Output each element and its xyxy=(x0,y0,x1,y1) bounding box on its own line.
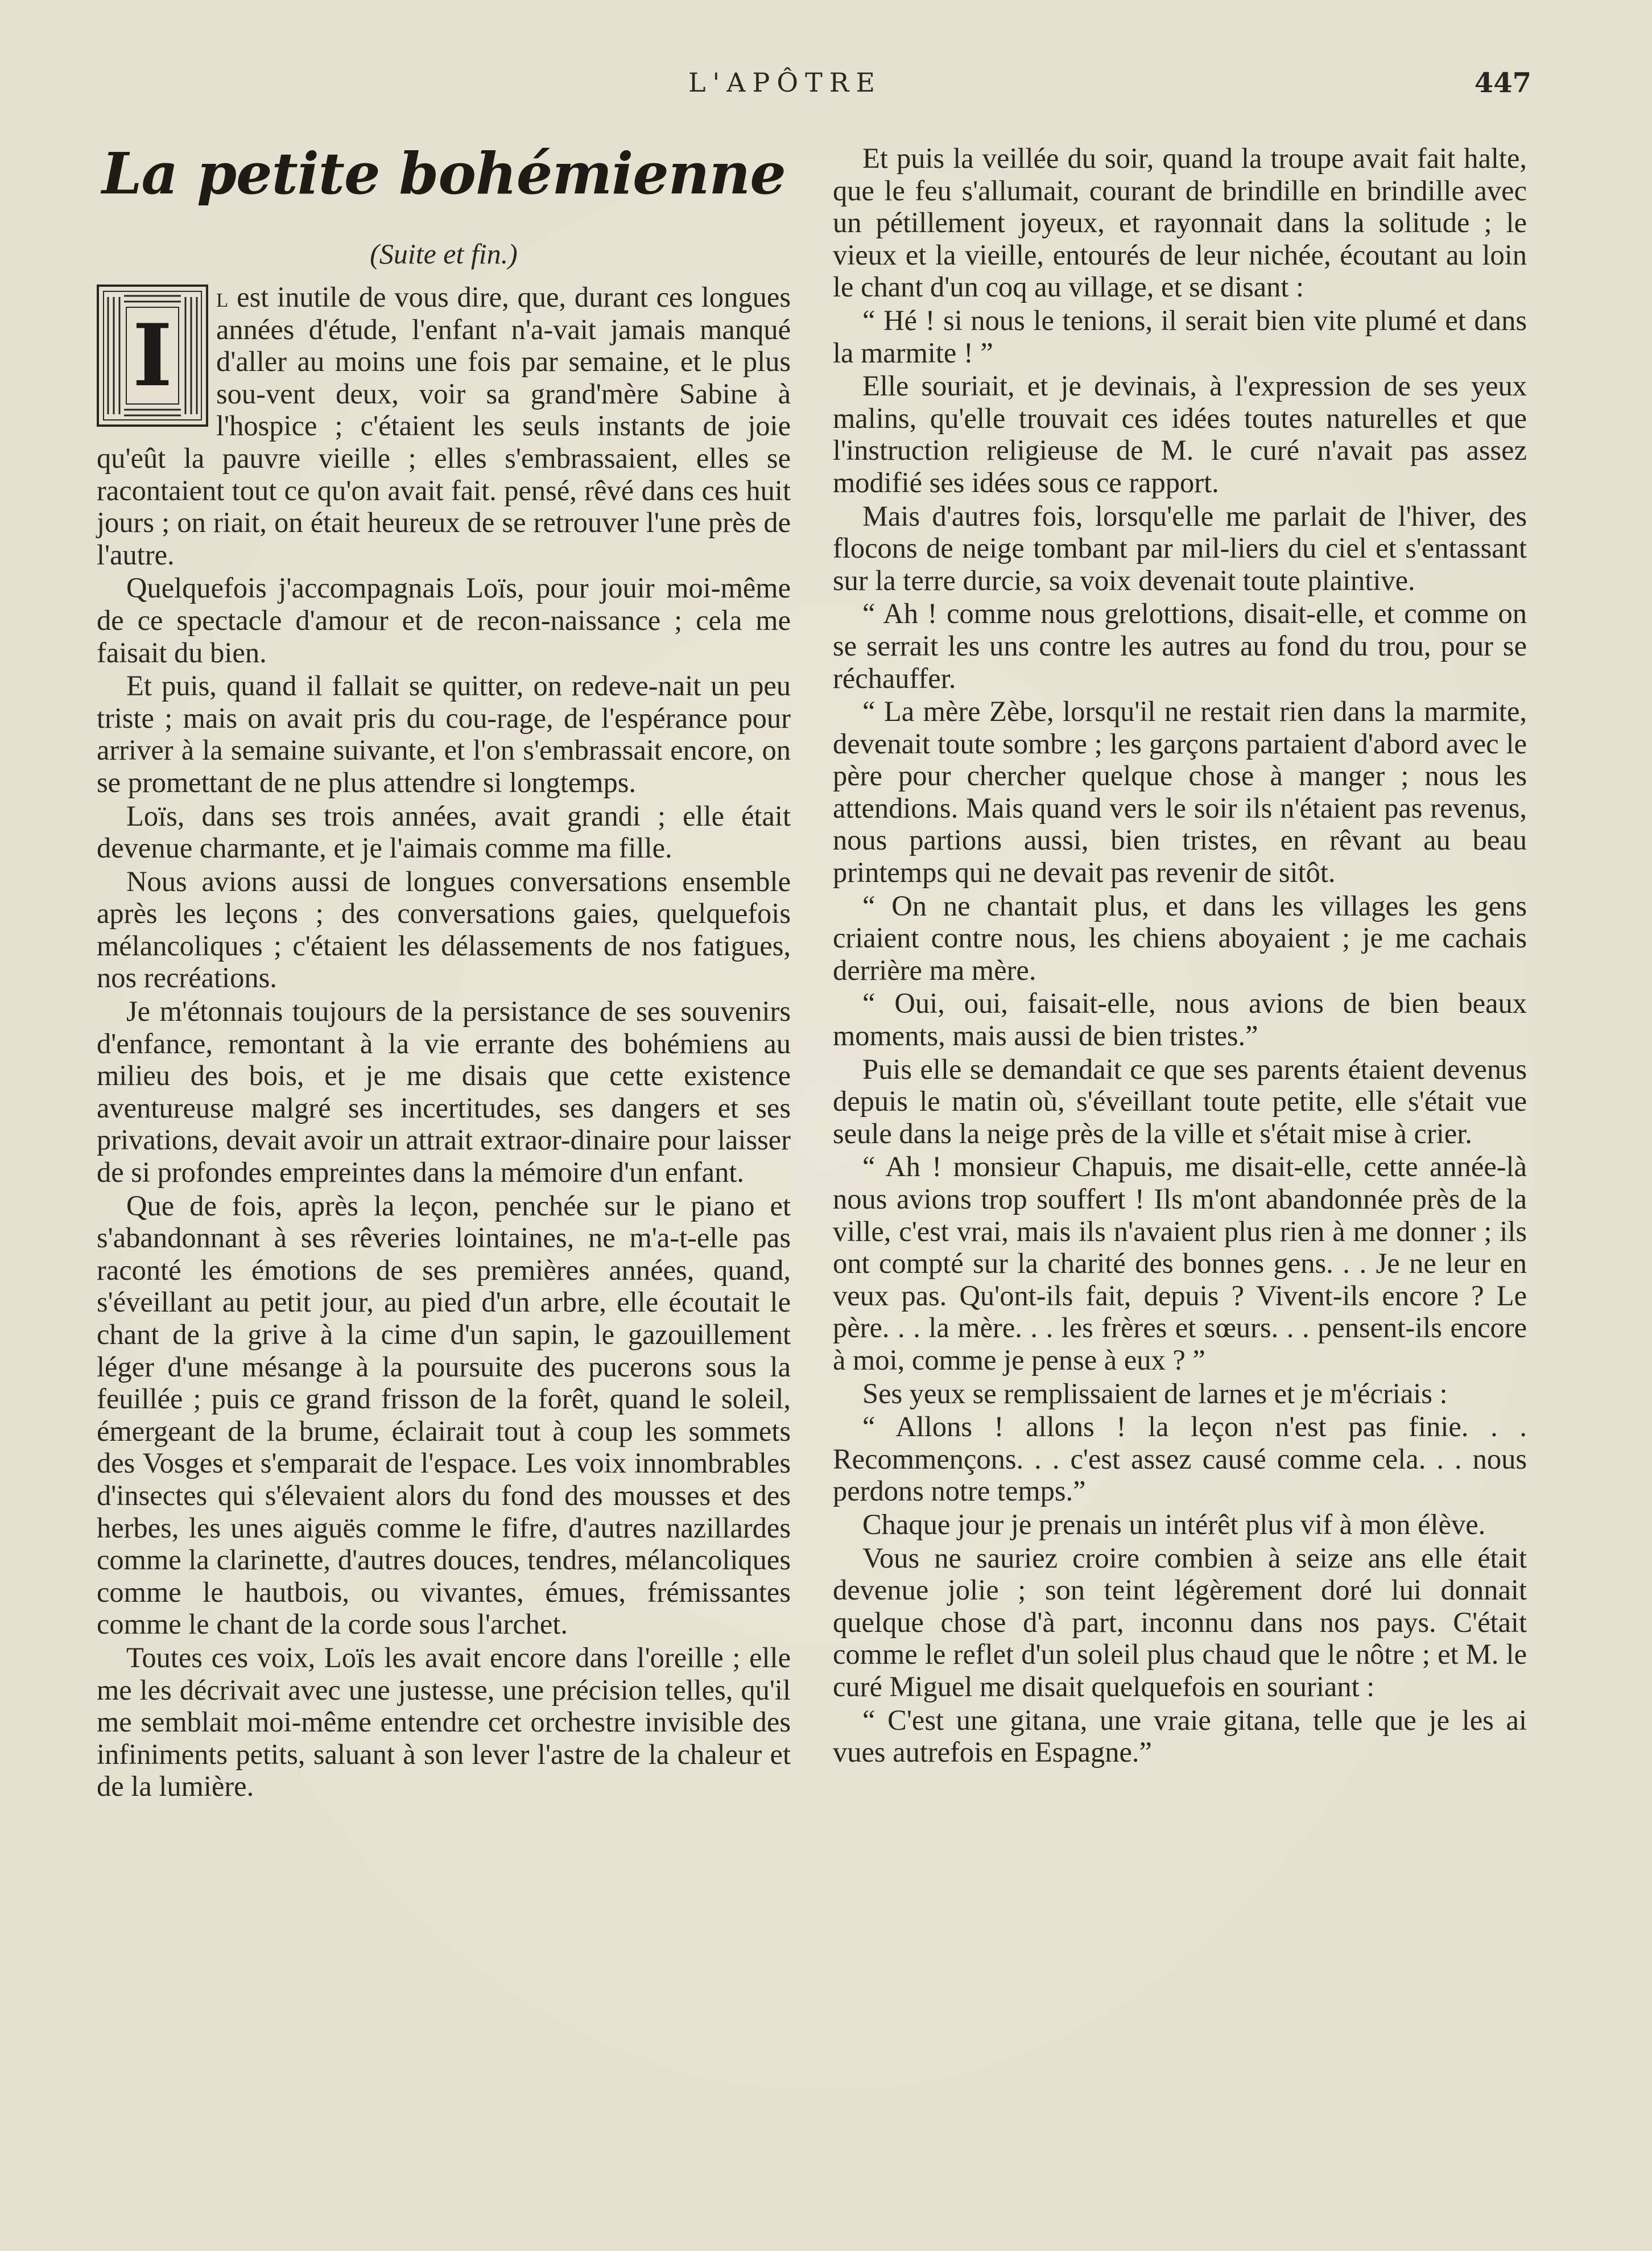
left-paragraph-7: Toutes ces voix, Loïs les avait encore dans l'oreille ; elle me les décrivait avec une justesse, une précision telles, qu'il me semblait moi-même entendre cet orchestre invisible des infiniments petits, saluant à son lever l'astre de la chaleur et de la lumière. xyxy=(97,1641,791,1803)
right-paragraph-6: “ La mère Zèbe, lorsqu'il ne restait rien dans la marmite, devenait toute sombre ; les garçons partaient d'abord avec le père pour chercher quelque chose à manger ; nous les attendions. Mais quand vers le soir ils n'étaient pas revenus, nous partions aussi, bien tristes, en rêvant au beau printemps qui ne devait pas revenir de sitôt. xyxy=(833,695,1527,889)
dropcap-letter: I xyxy=(132,306,173,406)
right-paragraph-8: “ Oui, oui, faisait-elle, nous avions de bien beaux moments, mais aussi de bien tristes.” xyxy=(833,987,1527,1052)
right-paragraph-10: “ Ah ! monsieur Chapuis, me disait-elle, cette année-là nous avions trop souffert ! Ils m'ont abandonnée près de la ville, c'est vrai, mais ils n'avaient plus rien à me donner ; ils ont compté sur la charité des bonnes gens. . . Je ne leur en veux pas. Qu'ont-ils fait, depuis ? Vivent-ils encore ? Le père. . . la mère. . . les frères et sœurs. . . pensent-ils encore à moi, comme je pense à eux ? ” xyxy=(833,1151,1527,1376)
left-paragraph-3: Loïs, dans ses trois années, avait grandi ; elle était devenue charmante, et je l'aimais comme ma fille. xyxy=(97,799,791,864)
left-paragraph-1: Quelquefois j'accompagnais Loïs, pour jouir moi-même de ce spectacle d'amour et de recon-naissance ; cela me faisait du bien. xyxy=(97,572,791,669)
left-column xyxy=(97,142,791,1804)
right-paragraph-2: “ Hé ! si nous le tenions, il serait bien vite plumé et dans la marmite ! ” xyxy=(833,304,1527,369)
left-paragraph-6: Que de fois, après la leçon, penchée sur le piano et s'abandonnant à ses rêveries lointaines, ne m'a-t-elle pas raconté les émotions de ses premières années, quand, s'éveillant au petit jour, au pied d'un arbre, elle écoutait le chant de la grive à la cime d'un sapin, le gazouillement léger d'une mésange à la poursuite des pucerons sous la feuillée ; puis ce grand frisson de la forêt, quand le soleil, émergeant de la brume, éclairait tout à coup les sommets des Vosges et s'emparait de l'espace. Les voix innombrables d'insectes qui s'élevaient alors du fond des mousses et des herbes, les unes aiguës comme le fifre, d'autres nazillardes comme la clarinette, d'autres douces, tendres, mélancoliques comme le hautbois, ou vivantes, émues, frémissantes comme le chant de la corde sous l'archet. xyxy=(97,1189,791,1640)
first-paragraph-lead: l xyxy=(216,281,229,313)
left-paragraph-5: Je m'étonnais toujours de la persistance de ses souvenirs d'enfance, remontant à la vie errante des bohémiens au milieu des bois, et je me disais que cette existence aventureuse malgré ses incertitudes, ses dangers et ses privations, devait avoir un attrait extraor-dinaire pour laisser de si profondes empreintes dans la mémoire d'un enfant. xyxy=(97,995,791,1189)
right-paragraph-7: “ On ne chantait plus, et dans les villages les gens criaient contre nous, les chiens aboyaient ; je me cachais derrière ma mère. xyxy=(833,889,1527,986)
article-subtitle: (Suite et fin.) xyxy=(370,238,518,270)
page-number: 447 xyxy=(1474,67,1531,99)
title-block xyxy=(97,137,791,271)
running-title: L'APÔTRE xyxy=(688,67,882,98)
first-paragraph-text: est inutile de vous dire, que, durant ces longues années d'étude, l'enfant n'a-vait jamais manqué d'aller au moins une fois par semaine, et le plus sou-vent deux, voir sa grand'mère Sabine à l'hospice ; c'étaient les seuls instants de joie qu'eût la pauvre vieille ; elles s'embrassaient, elles se racontaient tout ce qu'on avait fait. pensé, rêvé dans ces huit jours ; on riait, on était heureux de se retrouver l'une près de l'autre. xyxy=(97,281,791,571)
right-paragraph-3: Elle souriait, et je devinais, à l'expression de ses yeux malins, qu'elle trouvait ces idées toutes naturelles et que l'instruction religieuse de M. le curé n'avait pas assez modifié ses idées sous ce rapport. xyxy=(833,370,1527,498)
left-paragraph-2: Et puis, quand il fallait se quitter, on redeve-nait un peu triste ; mais on avait pris du cou-rage, de l'espérance pour arriver à la semaine suivante, et l'on s'embrassait encore, on se promettant de ne plus attendre si longtemps. xyxy=(97,670,791,798)
right-paragraph-1: Et puis la veillée du soir, quand la troupe avait fait halte, que le feu s'allumait, courant de brindille en brindille avec un pétillement joyeux, et rayonnait dans la solitude ; le vieux et la vieille, entourés de leur nichée, écoutant au loin le chant d'un coq au village, et se disant : xyxy=(833,142,1527,303)
right-paragraph-5: “ Ah ! comme nous grelottions, disait-elle, et comme on se serrait les uns contre les autres au fond du trou, pour se réchauffer. xyxy=(833,597,1527,694)
ornamental-dropcap xyxy=(97,285,208,427)
article-title: La petite bohémienne xyxy=(102,140,786,207)
right-paragraph-11: Ses yeux se remplissaient de larnes et je m'écriais : xyxy=(862,1377,1448,1409)
right-paragraph-14: Vous ne sauriez croire combien à seize ans elle était devenue jolie ; son teint légèrement doré lui donnait quelque chose d'à part, inconnu dans nos pays. C'était comme le reflet d'un soleil plus chaud que le nôtre ; et M. le curé Miguel me disait quelquefois en souriant : xyxy=(833,1541,1527,1702)
right-column xyxy=(833,142,1527,1770)
right-paragraph-4: Mais d'autres fois, lorsqu'elle me parlait de l'hiver, des flocons de neige tombant par mil-liers du ciel et s'entassant sur la terre durcie, sa voix devenait toute plaintive. xyxy=(833,500,1527,596)
left-paragraph-4: Nous avions aussi de longues conversations ensemble après les leçons ; des conversations gaies, quelquefois mélancoliques ; c'étaient les délassements de nos fatigues, nos recréations. xyxy=(97,865,791,994)
right-paragraph-15: “ C'est une gitana, une vraie gitana, telle que je les ai vues autrefois en Espagne.” xyxy=(833,1704,1527,1768)
right-paragraph-12: “ Allons ! allons ! la leçon n'est pas finie. . . Recommençons. . . c'est assez causé comme cela. . . nous perdons notre temps.” xyxy=(833,1411,1527,1507)
right-paragraph-9: Puis elle se demandait ce que ses parents étaient devenus depuis le matin où, s'éveillant toute petite, elle s'était vue seule dans la neige près de la ville et s'était mise à crier. xyxy=(833,1053,1527,1149)
right-paragraph-13: Chaque jour je prenais un intérêt plus vif à mon élève. xyxy=(862,1508,1486,1540)
